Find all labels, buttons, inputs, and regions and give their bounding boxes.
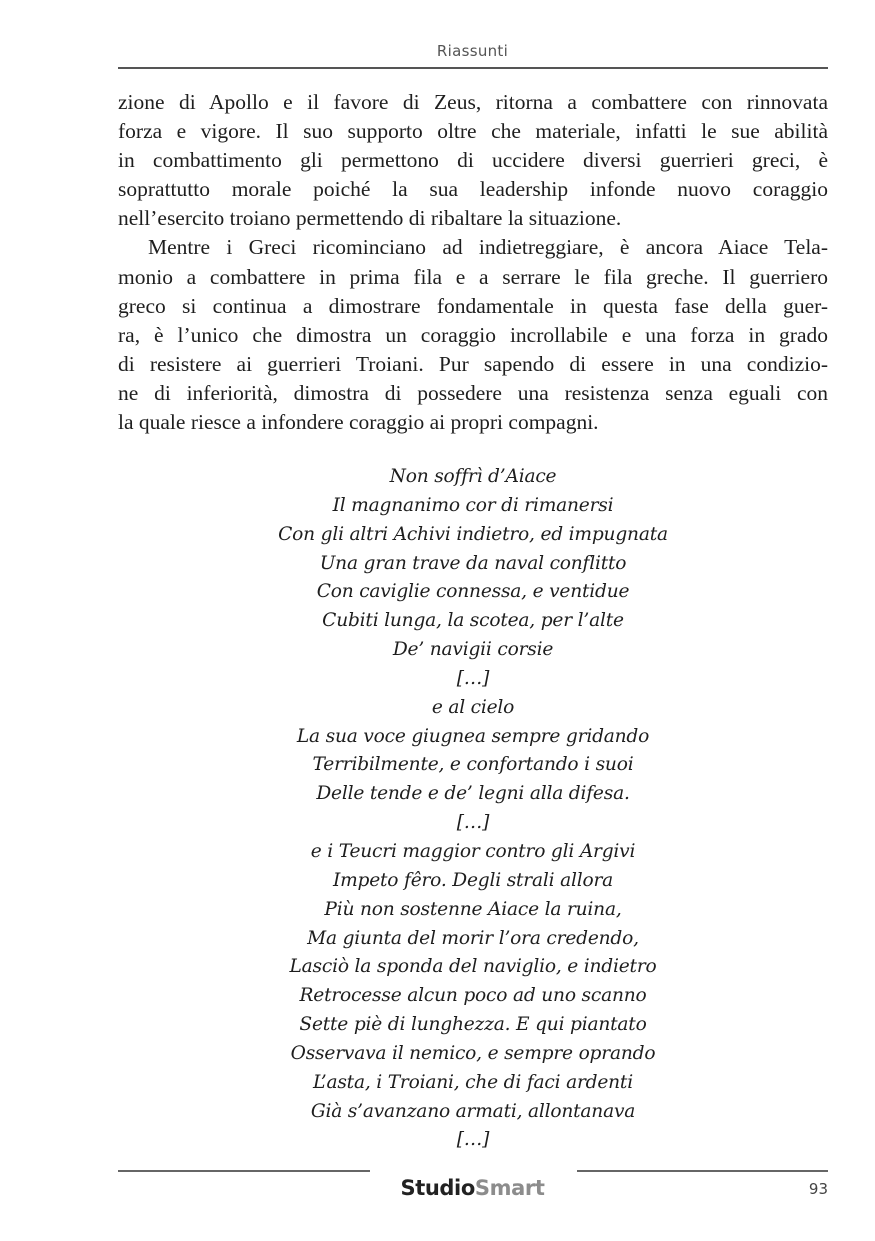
paragraph-2 bbox=[118, 233, 828, 437]
verse-line: Retrocesse alcun poco ad uno scanno bbox=[299, 985, 647, 1007]
text-line: nell’esercito troiano permettendo di ribaltare la situazione. bbox=[118, 206, 622, 231]
verse-line: e al cielo bbox=[431, 696, 515, 718]
verse-ellipsis: […] bbox=[456, 812, 490, 834]
verse-line: Ma giunta del morir l’ora credendo, bbox=[307, 927, 639, 949]
verse-line: De’ navigii corsie bbox=[392, 639, 554, 661]
text-line: Mentre i Greci ricominciano ad indietreggiare, è ancora Aiace Tela- bbox=[148, 235, 828, 260]
verse-line: Impeto fêro. Degli strali allora bbox=[332, 869, 614, 891]
verse-line: Già s’avanzano armati, allontanava bbox=[310, 1100, 636, 1122]
verse-line: Sette piè di lunghezza. E qui piantato bbox=[299, 1014, 647, 1036]
verse-line: Delle tende e de’ legni alla difesa. bbox=[316, 783, 630, 805]
verse-line: Cubiti lunga, la scotea, per l’alte bbox=[322, 610, 624, 632]
verse-line: Osservava il nemico, e sempre oprando bbox=[290, 1042, 656, 1064]
text-line: in combattimento gli permettono di uccidere diversi guerrieri greci, è bbox=[118, 148, 828, 173]
text-line: zione di Apollo e il favore di Zeus, ritorna a combattere con rinnovata bbox=[118, 90, 828, 114]
running-header: Riassunti bbox=[436, 42, 509, 60]
verse-line: La sua voce giugnea sempre gridando bbox=[296, 725, 650, 747]
verse-line: Più non sostenne Aiace la ruina, bbox=[324, 898, 622, 920]
verse-line: Lasciò la sponda del naviglio, e indietro bbox=[289, 956, 657, 978]
brand-logo-part2: Smart bbox=[474, 1176, 545, 1200]
brand-logo bbox=[0, 1176, 875, 1200]
verse-quote bbox=[118, 463, 828, 1155]
footer-divider-right bbox=[577, 1170, 828, 1172]
text-line: ne di inferiorità, dimostra di possedere una resistenza senza eguali con bbox=[118, 380, 828, 405]
page-number: 93 bbox=[808, 1180, 828, 1198]
text-line: monio a combattere in prima fila e a serrare le fila greche. Il guerriero bbox=[118, 264, 828, 289]
verse-line: Terribilmente, e confortando i suoi bbox=[312, 754, 634, 776]
header-divider bbox=[118, 67, 828, 69]
verse-line: Non soffrì d’Aiace bbox=[389, 466, 557, 487]
verse-line: e i Teucri maggior contro gli Argivi bbox=[310, 840, 636, 862]
verse-line: L’asta, i Troiani, che di faci ardenti bbox=[313, 1071, 633, 1093]
text-line: ra, è l’unico che dimostra un coraggio incrollabile e una forza in grado bbox=[118, 322, 828, 347]
verse-ellipsis: […] bbox=[456, 667, 490, 689]
footer-divider-left bbox=[118, 1170, 370, 1172]
verse-ellipsis: […] bbox=[456, 1129, 490, 1151]
verse-line: Una gran trave da naval conflitto bbox=[319, 552, 627, 574]
verse-line: Con gli altri Achivi indietro, ed impugnata bbox=[278, 523, 668, 545]
text-line: di resistere ai guerrieri Troiani. Pur sapendo di essere in una condizio- bbox=[118, 351, 828, 376]
text-line: la quale riesce a infondere coraggio ai propri compagni. bbox=[118, 410, 599, 435]
verse-line: Il magnanimo cor di rimanersi bbox=[332, 494, 614, 516]
body-text bbox=[118, 88, 828, 437]
verse-line: Con caviglie connessa, e ventidue bbox=[316, 581, 630, 603]
text-line: soprattutto morale poiché la sua leadership infonde nuovo coraggio bbox=[118, 177, 828, 202]
text-line: greco si continua a dimostrare fondamentale in questa fase della guer- bbox=[118, 293, 828, 318]
paragraph-1 bbox=[118, 88, 828, 233]
brand-logo-part1: Studio bbox=[400, 1176, 475, 1200]
text-line: forza e vigore. Il suo supporto oltre che materiale, infatti le sue abilità bbox=[118, 119, 828, 144]
